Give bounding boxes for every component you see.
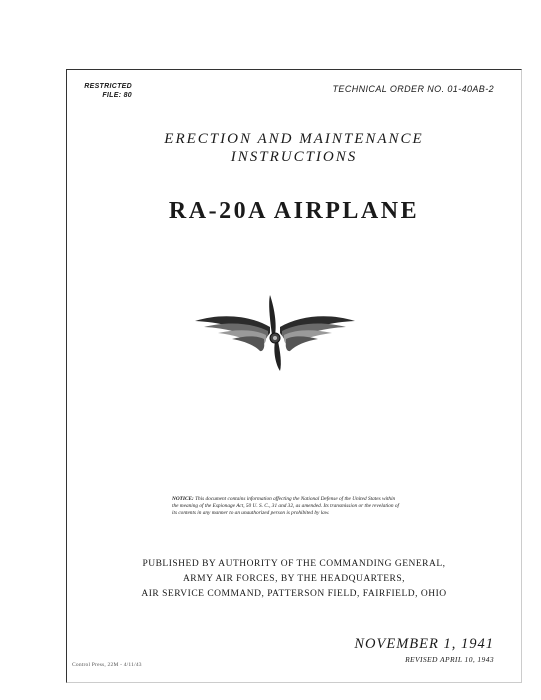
title-line-2: INSTRUCTIONS bbox=[230, 149, 358, 165]
revision-date: REVISED APRIL 10, 1943 bbox=[405, 655, 494, 664]
control-press-note: Control Press, 22M - 4/11/43 bbox=[72, 662, 142, 668]
publication-authority bbox=[66, 557, 522, 602]
classification-label: RESTRICTED bbox=[84, 83, 132, 90]
published-line-1: PUBLISHED BY AUTHORITY OF THE COMMANDING GENERAL, bbox=[142, 559, 446, 569]
notice-block bbox=[172, 496, 402, 517]
title-line-1: ERECTION AND MAINTENANCE bbox=[164, 131, 424, 147]
publication-date: NOVEMBER 1, 1941 bbox=[354, 636, 494, 652]
technical-order-number: TECHNICAL ORDER NO. 01-40AB-2 bbox=[332, 84, 494, 94]
page-title: RA-20A AIRPLANE bbox=[168, 198, 420, 224]
notice-text: This document contains information affecting the National Defense of the United States within the meaning of the Espionage Act, 50 U. S. C., 31 and 32, as amended. Its transmission or the revelation of its contents in any manner to an unauthorized person is prohibited by law. bbox=[172, 496, 400, 516]
published-line-2: ARMY AIR FORCES, BY THE HEADQUARTERS, bbox=[182, 574, 406, 584]
classification-block bbox=[82, 82, 132, 100]
published-line-3: AIR SERVICE COMMAND, PATTERSON FIELD, FAIRFIELD, OHIO bbox=[141, 589, 447, 599]
notice-label: NOTICE: bbox=[172, 496, 194, 502]
file-number: FILE: 80 bbox=[102, 92, 132, 99]
winged-propeller-icon bbox=[190, 293, 360, 373]
